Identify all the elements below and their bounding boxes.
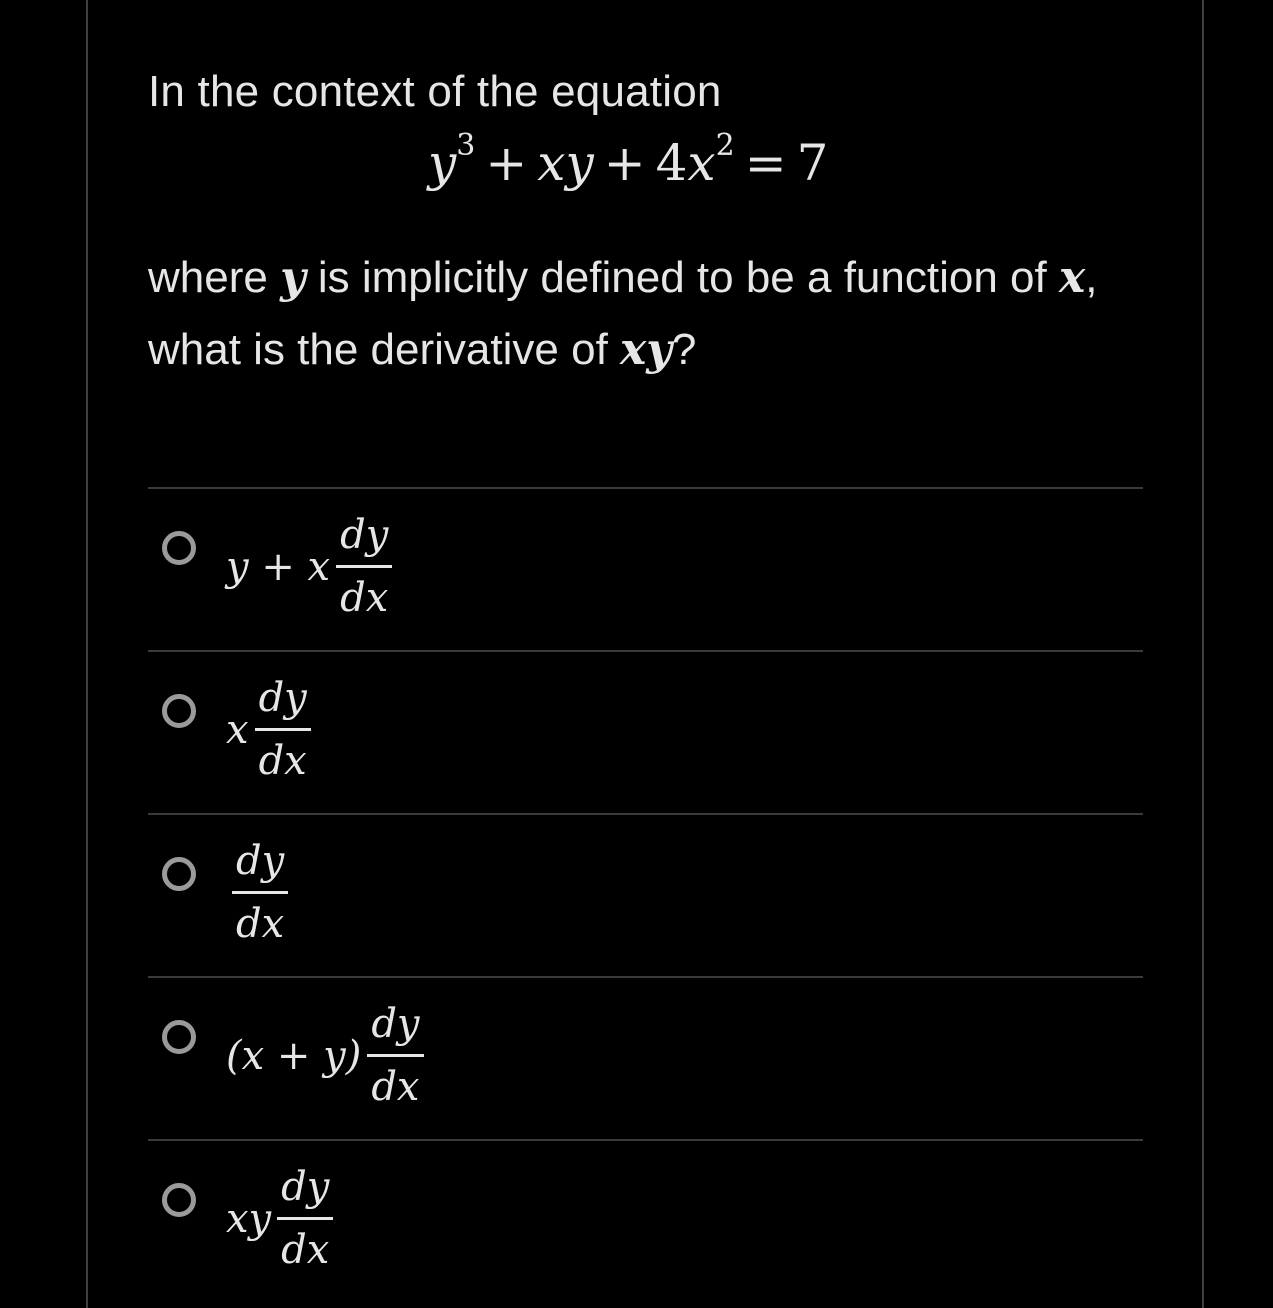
body-text-4: ? (671, 325, 697, 374)
fraction-numerator: dy (232, 837, 288, 894)
fraction-numerator: dy (367, 1000, 423, 1057)
radio-button-option-2[interactable] (162, 694, 196, 728)
eq-plus-1: + (485, 134, 528, 192)
option-2-fraction (255, 674, 311, 785)
eq-y: y (428, 134, 457, 192)
eq-coef: 4 (655, 134, 688, 192)
option-1-fraction (336, 511, 392, 622)
eq-x-exponent: 2 (715, 128, 735, 163)
radio-button-option-5[interactable] (162, 1183, 196, 1217)
option-4-fraction (367, 1000, 423, 1111)
option-4-expression (226, 1000, 424, 1111)
option-1-expression (226, 511, 392, 622)
option-5[interactable] (148, 1139, 1143, 1302)
body-text-3: , what is the derivative of (148, 253, 1098, 374)
body-var-x: x (1058, 252, 1086, 303)
option-3-expression (226, 837, 288, 948)
fraction-numerator: dy (277, 1163, 333, 1220)
equation (428, 128, 829, 192)
eq-equals: = (744, 134, 787, 192)
option-1[interactable] (148, 487, 1143, 650)
eq-plus-2: + (603, 134, 646, 192)
body-text-2: is implicitly defined to be a function of (305, 253, 1059, 302)
option-5-prefix: xy (226, 1195, 272, 1242)
question-block (148, 62, 1148, 375)
body-text-1: where (148, 253, 281, 302)
fraction-numerator: dy (255, 674, 311, 731)
radio-button-option-1[interactable] (162, 531, 196, 565)
option-1-prefix: y + x (226, 543, 331, 590)
fraction-denominator: dx (281, 1227, 330, 1273)
body-var-y: y (280, 252, 306, 303)
answer-options (148, 487, 1143, 1302)
option-4-prefix: (x + y) (226, 1032, 362, 1079)
option-2-prefix: x (226, 706, 249, 753)
eq-rhs: 7 (796, 134, 829, 192)
option-3[interactable] (148, 813, 1143, 976)
question-intro: In the context of the equation (148, 67, 722, 116)
eq-xy: xy (537, 134, 594, 192)
option-3-fraction (232, 837, 288, 948)
option-5-fraction (277, 1163, 333, 1274)
eq-x: x (687, 134, 716, 192)
fraction-numerator: dy (336, 511, 392, 568)
option-2[interactable] (148, 650, 1143, 813)
question-body (148, 242, 1138, 386)
fraction-denominator: dx (340, 575, 389, 621)
fraction-denominator: dx (258, 738, 307, 784)
fraction-denominator: dx (236, 901, 285, 947)
option-4[interactable] (148, 976, 1143, 1139)
radio-button-option-4[interactable] (162, 1020, 196, 1054)
eq-y-exponent: 3 (456, 128, 476, 163)
radio-button-option-3[interactable] (162, 857, 196, 891)
fraction-denominator: dx (371, 1064, 420, 1110)
option-5-expression (226, 1163, 333, 1274)
option-2-expression (226, 674, 311, 785)
body-var-xy: xy (620, 324, 672, 375)
